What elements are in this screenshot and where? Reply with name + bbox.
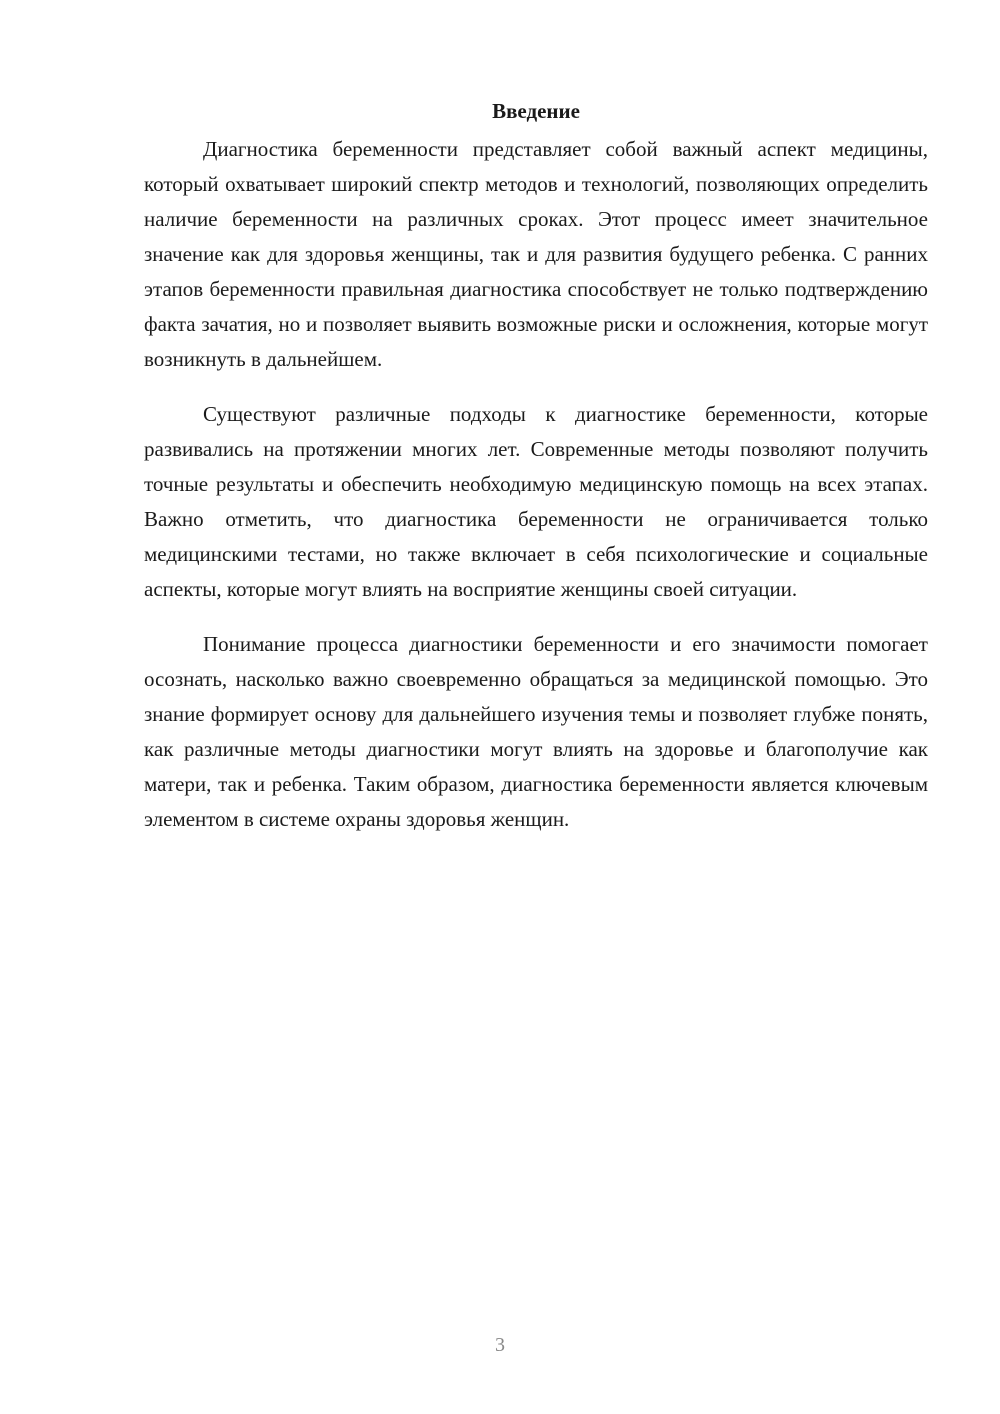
page-number: 3 bbox=[495, 1334, 505, 1356]
section-title: Введение bbox=[492, 99, 580, 123]
paragraph-3: Понимание процесса диагностики беременности и его значимости помогает осознать, насколько важно своевременно обращаться за медицинской помощью. Это знание формирует основу для дальнейшего изучения темы и позволяет глубже понять, как различные методы диагностики могут влиять на здоровье и благополучие как матери, так и ребенка. Таким образом, диагностика беременности является ключевым элементом в системе охраны здоровья женщин. bbox=[144, 632, 928, 831]
paragraph-2: Существуют различные подходы к диагностике беременности, которые развивались на протяжении многих лет. Современные методы позволяют получить точные результаты и обеспечить необходимую медицинскую помощь на всех этапах. Важно отметить, что диагностика беременности не ограничивается только медицинскими тестами, но также включает в себя психологические и социальные аспекты, которые могут влиять на восприятие женщины своей ситуации. bbox=[144, 402, 928, 601]
document-page bbox=[144, 96, 928, 857]
paragraph-1: Диагностика беременности представляет собой важный аспект медицины, который охватывает широкий спектр методов и технологий, позволяющих определить наличие беременности на различных сроках. Этот процесс имеет значительное значение как для здоровья женщины, так и для развития будущего ребенка. С ранних этапов беременности правильная диагностика способствует не только подтверждению факта зачатия, но и позволяет выявить возможные риски и осложнения, которые могут возникнуть в дальнейшем. bbox=[144, 137, 928, 371]
